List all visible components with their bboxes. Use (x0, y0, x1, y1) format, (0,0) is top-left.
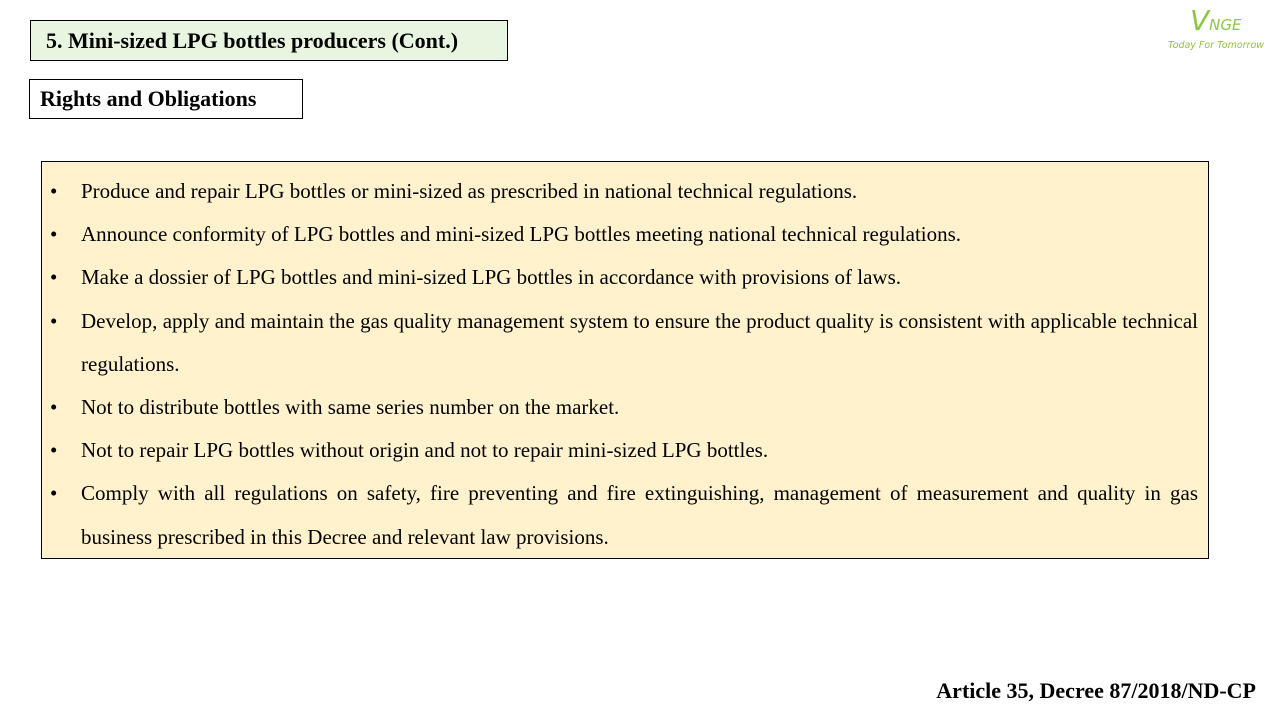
obligations-panel (41, 161, 1209, 559)
section-heading-box (29, 79, 303, 119)
slide-title-box (30, 20, 508, 61)
section-heading: Rights and Obligations (40, 86, 257, 111)
obligations-list (42, 162, 1208, 559)
list-item: • Develop, apply and maintain the gas quality management system to ensure the product quality is consistent with applicable technical regulations. (42, 300, 1198, 386)
list-item: • Announce conformity of LPG bottles and mini-sized LPG bottles meeting national technical regulations. (42, 213, 1198, 256)
list-item: • Not to distribute bottles with same series number on the market. (42, 386, 1198, 429)
logo-mark-rest: NGE (1209, 16, 1242, 34)
list-item: • Comply with all regulations on safety, fire preventing and fire extinguishing, management of measurement and quality in gas business prescribed in this Decree and relevant law provisions. (42, 472, 1198, 558)
legal-reference: Article 35, Decree 87/2018/ND-CP (936, 678, 1256, 703)
list-item: • Produce and repair LPG bottles or mini-sized as prescribed in national technical regulations. (42, 170, 1198, 213)
list-item: • Make a dossier of LPG bottles and mini-sized LPG bottles in accordance with provisions of laws. (42, 256, 1198, 299)
list-item: • Not to repair LPG bottles without origin and not to repair mini-sized LPG bottles. (42, 429, 1198, 472)
logo-mark-v: V (1190, 4, 1210, 37)
logo-wordmark (1190, 4, 1241, 37)
logo-tagline: Today For Tomorrow (1168, 40, 1265, 51)
slide-title: 5. Mini-sized LPG bottles producers (Cont.) (46, 27, 459, 53)
vnge-logo (1162, 4, 1272, 56)
